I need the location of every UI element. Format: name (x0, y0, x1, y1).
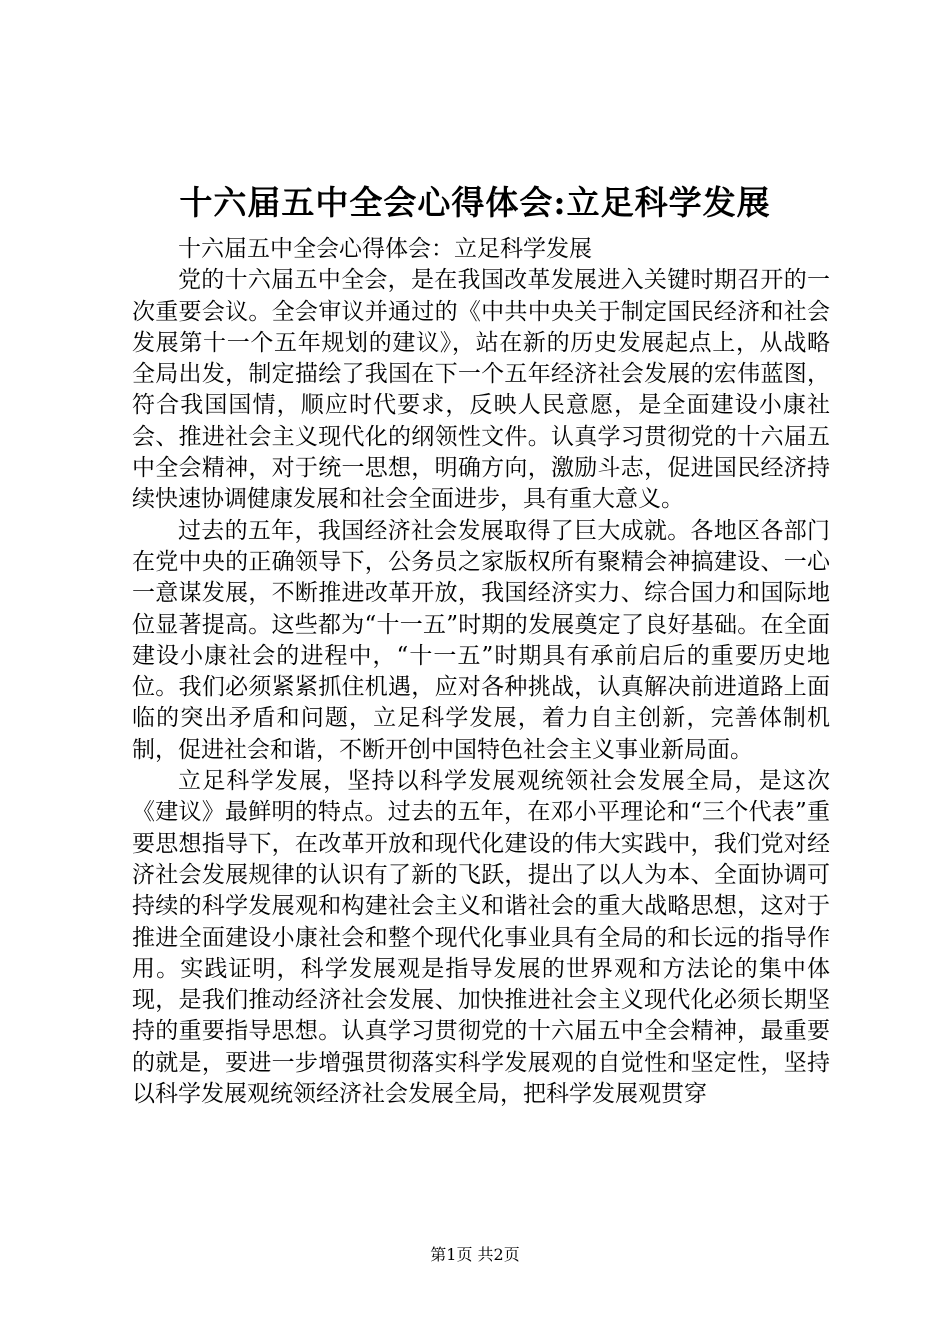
body-paragraph: 立足科学发展，坚持以科学发展观统领社会发展全局，是这次《建议》最鲜明的特点。过去的五年，在邓小平理论和“三个代表”重要思想指导下，在改革开放和现代化建设的伟大实践中，我们党对经济社会发展规律的认识有了新的飞跃，提出了以人为本、全面协调可持续的科学发展观和构建社会主义和谐社会的重大战略思想，这对于推进全面建设小康社会和整个现代化事业具有全局的和长远的指导作用。实践证明，科学发展观是指导发展的世界观和方法论的集中体现，是我们推动经济社会发展、加快推进社会主义现代化必须长期坚持的重要指导思想。认真学习贯彻党的十六届五中全会精神，最重要的就是，要进一步增强贯彻落实科学发展观的自觉性和坚定性，坚持以科学发展观统领经济社会发展全局，把科学发展观贯穿 (132, 768, 830, 1108)
subtitle-paragraph: 十六届五中全会心得体会：立足科学发展 (178, 236, 592, 262)
body-paragraph: 党的十六届五中全会，是在我国改革发展进入关键时期召开的一次重要会议。全会审议并通过的《中共中央关于制定国民经济和社会发展第十一个五年规划的建议》，站在新的历史发展起点上，从战略全局出发，制定描绘了我国在下一个五年经济社会发展的宏伟蓝图，符合我国国情，顺应时代要求，反映人民意愿，是全面建设小康社会、推进社会主义现代化的纲领性文件。认真学习贯彻党的十六届五中全会精神，对于统一思想，明确方向，激励斗志，促进国民经济持续快速协调健康发展和社会全面进步，具有重大意义。 (132, 267, 830, 513)
body-paragraph: 过去的五年，我国经济社会发展取得了巨大成就。各地区各部门在党中央的正确领导下，公务员之家版权所有聚精会神搞建设、一心一意谋发展，不断推进改革开放，我国经济实力、综合国力和国际地位显著提高。这些都为“十一五”时期的发展奠定了良好基础。在全面建设小康社会的进程中，“十一五”时期具有承前启后的重要历史地位。我们必须紧紧抓住机遇，应对各种挑战，认真解决前进道路上面临的突出矛盾和问题，立足科学发展，着力自主创新，完善体制机制，促进社会和谐，不断开创中国特色社会主义事业新局面。 (132, 517, 830, 763)
document-body (132, 234, 830, 1110)
document-title: 十六届五中全会心得体会:立足科学发展 (179, 183, 771, 222)
page-footer (0, 1244, 950, 1266)
page-indicator: 第1页 共2页 (430, 1245, 520, 1264)
